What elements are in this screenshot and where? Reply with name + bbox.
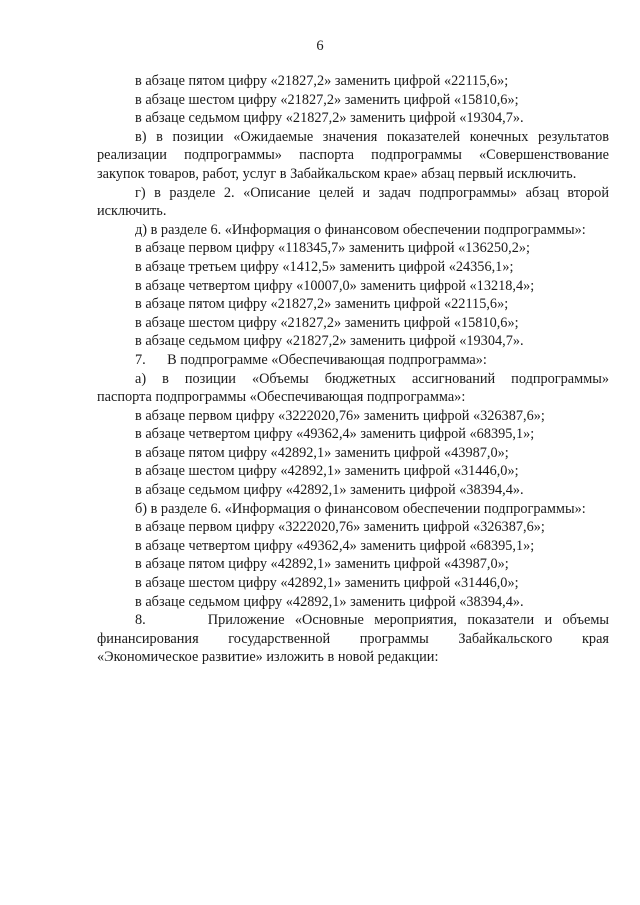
paragraph-line: а) в позиции «Объемы бюджетных ассигнований подпрограммы» [135, 370, 609, 387]
document-body [97, 72, 609, 667]
paragraph-line: в абзаце седьмом цифру «21827,2» заменить цифрой «19304,7». [135, 110, 524, 127]
paragraph-line: в абзаце пятом цифру «42892,1» заменить цифрой «43987,0»; [135, 444, 509, 461]
paragraph-line: «Экономическое развитие» изложить в новой редакции: [97, 649, 439, 666]
paragraph-line: в абзаце первом цифру «118345,7» заменить цифрой «136250,2»; [135, 240, 531, 257]
paragraph-line: паспорта подпрограммы «Обеспечивающая подпрограмма»: [97, 389, 466, 406]
paragraph-line: финансирования государственной программы Забайкальского края [97, 630, 609, 647]
paragraph-line: в абзаце четвертом цифру «49362,4» заменить цифрой «68395,1»; [135, 537, 535, 554]
paragraph-line: в) в позиции «Ожидаемые значения показателей конечных результатов [135, 128, 609, 145]
paragraph-line: закупок товаров, работ, услуг в Забайкальском крае» абзац первый исключить. [97, 165, 577, 182]
paragraph-line: в абзаце первом цифру «3222020,76» заменить цифрой «326387,6»; [135, 519, 545, 536]
paragraph-line: в абзаце шестом цифру «21827,2» заменить цифрой «15810,6»; [135, 314, 519, 331]
paragraph-line: б) в разделе 6. «Информация о финансовом обеспечении подпрограммы»: [135, 500, 586, 517]
section-heading-7: 7. В подпрограмме «Обеспечивающая подпрограмма»: [135, 351, 487, 368]
paragraph-line: в абзаце шестом цифру «42892,1» заменить цифрой «31446,0»; [135, 463, 519, 480]
paragraph-line: в абзаце четвертом цифру «10007,0» заменить цифрой «13218,4»; [135, 277, 535, 294]
paragraph-line: г) в разделе 2. «Описание целей и задач подпрограммы» абзац второй [135, 184, 609, 201]
paragraph-line: исключить. [97, 203, 167, 220]
paragraph-line: в абзаце седьмом цифру «42892,1» заменить цифрой «38394,4». [135, 593, 524, 610]
paragraph-line: в абзаце третьем цифру «1412,5» заменить цифрой «24356,1»; [135, 258, 514, 275]
paragraph-line: в абзаце шестом цифру «21827,2» заменить цифрой «15810,6»; [135, 91, 519, 108]
paragraph-line: в абзаце седьмом цифру «42892,1» заменить цифрой «38394,4». [135, 482, 524, 499]
paragraph-line: в абзаце пятом цифру «21827,2» заменить цифрой «22115,6»; [135, 296, 509, 313]
paragraph-line: д) в разделе 6. «Информация о финансовом обеспечении подпрограммы»: [135, 221, 586, 238]
paragraph-line: реализации подпрограммы» паспорта подпрограммы «Совершенствование [97, 147, 609, 164]
paragraph-line: в абзаце пятом цифру «21827,2» заменить цифрой «22115,6»; [135, 73, 509, 89]
paragraph-line: в абзаце первом цифру «3222020,76» заменить цифрой «326387,6»; [135, 407, 545, 424]
section-heading-8: 8. Приложение «Основные мероприятия, показатели и объемы [135, 612, 609, 629]
paragraph-line: в абзаце пятом цифру «42892,1» заменить цифрой «43987,0»; [135, 556, 509, 573]
page-number: 6 [316, 38, 324, 54]
paragraph-line: в абзаце шестом цифру «42892,1» заменить цифрой «31446,0»; [135, 575, 519, 592]
paragraph-line: в абзаце четвертом цифру «49362,4» заменить цифрой «68395,1»; [135, 426, 535, 443]
paragraph-line: в абзаце седьмом цифру «21827,2» заменить цифрой «19304,7». [135, 333, 524, 350]
